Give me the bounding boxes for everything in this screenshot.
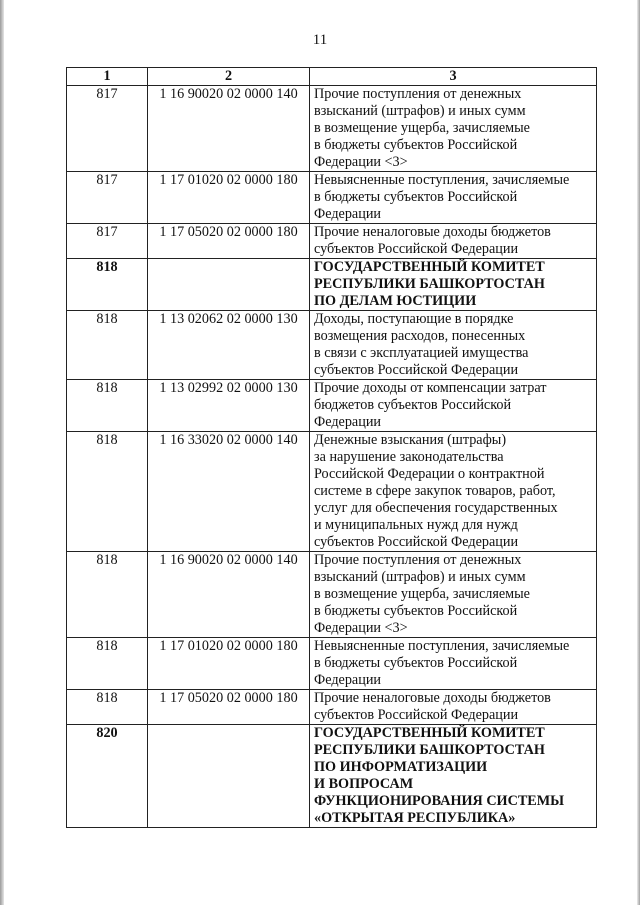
description-line: РЕСПУБЛИКИ БАШКОРТОСТАН xyxy=(314,276,545,292)
admin-code-cell: 818 xyxy=(67,638,148,690)
revenue-code-cell: 1 17 01020 02 0000 180 xyxy=(148,638,310,690)
column-header-1: 1 xyxy=(67,68,148,86)
admin-code-cell: 818 xyxy=(67,690,148,725)
description-line: Федерации xyxy=(314,414,382,430)
description-line: в бюджеты субъектов Российской xyxy=(314,189,518,205)
description-line: в возмещение ущерба, зачисляемые xyxy=(314,120,530,136)
admin-code-cell: 817 xyxy=(67,172,148,224)
table-row-organization xyxy=(67,725,597,828)
description-line: бюджетов субъектов Российской xyxy=(314,397,512,413)
description-cell xyxy=(310,432,597,552)
description-line: Прочие поступления от денежных xyxy=(314,86,522,102)
description-line: Российской Федерации о контрактной xyxy=(314,466,545,482)
description-line: Невыясненные поступления, зачисляемые xyxy=(314,172,570,188)
table-row xyxy=(67,172,597,224)
admin-code-cell: 820 xyxy=(67,725,148,828)
description-line: субъектов Российской Федерации xyxy=(314,362,519,378)
description-line: ФУНКЦИОНИРОВАНИЯ СИСТЕМЫ xyxy=(314,793,565,809)
admin-code-cell: 817 xyxy=(67,86,148,172)
description-line: Прочие поступления от денежных xyxy=(314,552,522,568)
description-line: возмещения расходов, понесенных xyxy=(314,328,526,344)
description-cell xyxy=(310,690,597,725)
description-cell xyxy=(310,380,597,432)
description-line: Доходы, поступающие в порядке xyxy=(314,311,514,327)
revenue-code-cell: 1 16 33020 02 0000 140 xyxy=(148,432,310,552)
description-line: субъектов Российской Федерации xyxy=(314,241,519,257)
description-line: взысканий (штрафов) и иных сумм xyxy=(314,103,526,119)
table-row xyxy=(67,690,597,725)
description-line: И ВОПРОСАМ xyxy=(314,776,414,792)
table-row xyxy=(67,638,597,690)
description-line: и муниципальных нужд для нужд xyxy=(314,517,518,533)
revenue-code-cell xyxy=(148,259,310,311)
column-header-3: 3 xyxy=(310,68,597,86)
admin-code-cell: 818 xyxy=(67,432,148,552)
description-line: Федерации <3> xyxy=(314,154,408,170)
page-number: 11 xyxy=(312,32,328,48)
admin-code-cell: 818 xyxy=(67,380,148,432)
description-line: системе в сфере закупок товаров, работ, xyxy=(314,483,556,499)
revenue-code-cell: 1 17 05020 02 0000 180 xyxy=(148,224,310,259)
organization-name-cell xyxy=(310,259,597,311)
description-line: ПО ИНФОРМАТИЗАЦИИ xyxy=(314,759,488,775)
description-line: услуг для обеспечения государственных xyxy=(314,500,558,516)
description-line: Федерации xyxy=(314,206,382,222)
description-line: в бюджеты субъектов Российской xyxy=(314,137,518,153)
revenue-code-cell: 1 13 02062 02 0000 130 xyxy=(148,311,310,380)
admin-code-cell: 818 xyxy=(67,552,148,638)
revenue-code-cell: 1 16 90020 02 0000 140 xyxy=(148,86,310,172)
admin-code-cell: 818 xyxy=(67,259,148,311)
description-line: взысканий (штрафов) и иных сумм xyxy=(314,569,526,585)
description-cell xyxy=(310,86,597,172)
admin-code-cell: 817 xyxy=(67,224,148,259)
column-header-2: 2 xyxy=(148,68,310,86)
organization-name-cell xyxy=(310,725,597,828)
description-line: РЕСПУБЛИКИ БАШКОРТОСТАН xyxy=(314,742,545,758)
table-header-row xyxy=(67,68,597,86)
description-line: субъектов Российской Федерации xyxy=(314,534,519,550)
revenue-code-cell: 1 17 01020 02 0000 180 xyxy=(148,172,310,224)
table-row xyxy=(67,224,597,259)
description-line: в бюджеты субъектов Российской xyxy=(314,655,518,671)
description-line: Прочие неналоговые доходы бюджетов xyxy=(314,690,551,706)
table-row xyxy=(67,432,597,552)
description-line: Невыясненные поступления, зачисляемые xyxy=(314,638,570,654)
description-cell xyxy=(310,311,597,380)
revenue-code-cell: 1 17 05020 02 0000 180 xyxy=(148,690,310,725)
description-line: в связи с эксплуатацией имущества xyxy=(314,345,529,361)
description-line: ПО ДЕЛАМ ЮСТИЦИИ xyxy=(314,293,477,309)
description-cell xyxy=(310,172,597,224)
admin-code-cell: 818 xyxy=(67,311,148,380)
table-row xyxy=(67,86,597,172)
description-line: Прочие неналоговые доходы бюджетов xyxy=(314,224,551,240)
description-line: в возмещение ущерба, зачисляемые xyxy=(314,586,530,602)
description-line: Федерации xyxy=(314,672,382,688)
revenue-codes-table xyxy=(66,67,597,828)
description-line: ГОСУДАРСТВЕННЫЙ КОМИТЕТ xyxy=(314,725,545,741)
description-cell xyxy=(310,552,597,638)
description-line: в бюджеты субъектов Российской xyxy=(314,603,518,619)
table-row xyxy=(67,552,597,638)
table-row-organization xyxy=(67,259,597,311)
description-line: за нарушение законодательства xyxy=(314,449,504,465)
description-line: Денежные взыскания (штрафы) xyxy=(314,432,507,448)
table-body xyxy=(67,86,597,828)
description-line: Прочие доходы от компенсации затрат xyxy=(314,380,547,396)
description-cell xyxy=(310,638,597,690)
table-row xyxy=(67,380,597,432)
description-line: субъектов Российской Федерации xyxy=(314,707,519,723)
revenue-code-cell xyxy=(148,725,310,828)
description-cell xyxy=(310,224,597,259)
description-line: ГОСУДАРСТВЕННЫЙ КОМИТЕТ xyxy=(314,259,545,275)
scan-edge-left xyxy=(0,0,4,905)
revenue-code-cell: 1 16 90020 02 0000 140 xyxy=(148,552,310,638)
table-row xyxy=(67,311,597,380)
description-line: «ОТКРЫТАЯ РЕСПУБЛИКА» xyxy=(314,810,516,826)
revenue-code-cell: 1 13 02992 02 0000 130 xyxy=(148,380,310,432)
description-line: Федерации <3> xyxy=(314,620,408,636)
